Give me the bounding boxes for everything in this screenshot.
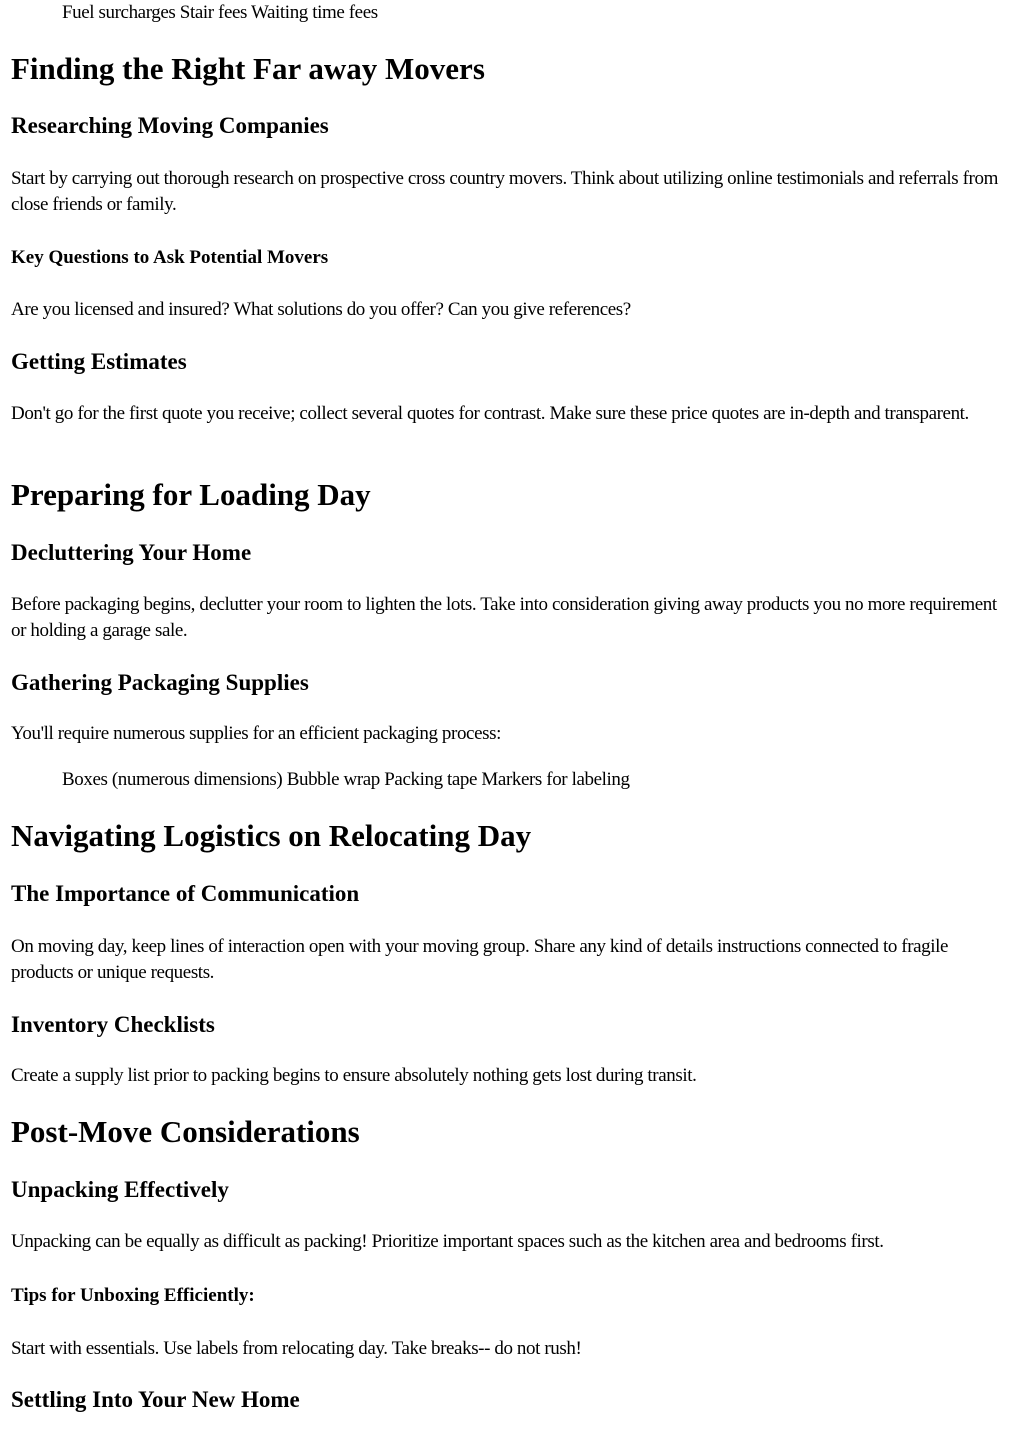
- subsection-key-questions: [11, 246, 1011, 270]
- paragraph-unpacking-block: [11, 1229, 1011, 1255]
- subsection-tips: [11, 1284, 1011, 1308]
- paragraph-key-questions-block: [11, 297, 1011, 323]
- heading-unpacking: Unpacking Effectively: [11, 1177, 229, 1202]
- subsection-communication: [11, 880, 1011, 908]
- subsection-supplies: [11, 669, 1011, 697]
- paragraph-unpacking: Unpacking can be equally as difficult as packing! Prioritize important spaces such as the kitchen area and bedrooms first.: [11, 1231, 884, 1252]
- subsection-researching: [11, 112, 1011, 140]
- paragraph-tips: Start with essentials. Use labels from relocating day. Take breaks-- do not rush!: [11, 1338, 582, 1359]
- heading-supplies: Gathering Packaging Supplies: [11, 670, 309, 695]
- subsection-decluttering: [11, 539, 1011, 567]
- heading-communication: The Importance of Communication: [11, 881, 360, 906]
- subsection-unpacking: [11, 1176, 1011, 1204]
- section-post-move: [11, 1114, 1011, 1150]
- heading-post-move: Post-Move Considerations: [11, 1114, 360, 1149]
- paragraph-decluttering: Before packaging begins, declutter your room to lighten the lots. Take into consideration giving away products you no more requirement or holding a garage sale.: [11, 594, 997, 641]
- section-navigating: [11, 818, 1011, 854]
- subsection-estimates: [11, 348, 1011, 376]
- paragraph-researching-block: [11, 166, 1011, 218]
- paragraph-supplies-block: [11, 721, 1011, 747]
- heading-tips: Tips for Unboxing Efficiently:: [11, 1285, 255, 1306]
- heading-estimates: Getting Estimates: [11, 349, 187, 374]
- paragraph-researching: Start by carrying out thorough research on prospective cross country movers. Think about utilizing online testimonials and referrals from close friends or family.: [11, 168, 998, 215]
- paragraph-tips-block: [11, 1336, 1011, 1362]
- heading-inventory: Inventory Checklists: [11, 1012, 215, 1037]
- section-preparing: [11, 477, 1011, 513]
- subsection-settling: [11, 1386, 1011, 1414]
- paragraph-inventory: Create a supply list prior to packing begins to ensure absolutely nothing gets lost during transit.: [11, 1065, 697, 1086]
- supplies-list: [11, 767, 1011, 793]
- heading-preparing: Preparing for Loading Day: [11, 477, 371, 512]
- paragraph-communication: On moving day, keep lines of interaction open with your moving group. Share any kind of details instructions connected to fragile products or unique requests.: [11, 936, 949, 983]
- paragraph-estimates: Don't go for the first quote you receive; collect several quotes for contrast. Make sure these price quotes are in-depth and transparent.: [11, 403, 969, 424]
- heading-navigating: Navigating Logistics on Relocating Day: [11, 818, 532, 853]
- heading-researching: Researching Moving Companies: [11, 113, 329, 138]
- paragraph-inventory-block: [11, 1063, 1011, 1089]
- heading-decluttering: Decluttering Your Home: [11, 540, 252, 565]
- heading-finding-movers: Finding the Right Far away Movers: [11, 51, 485, 86]
- paragraph-key-questions: Are you licensed and insured? What solutions do you offer? Can you give references?: [11, 299, 631, 320]
- heading-key-questions: Key Questions to Ask Potential Movers: [11, 247, 329, 268]
- heading-settling: Settling Into Your New Home: [11, 1387, 300, 1412]
- paragraph-communication-block: [11, 934, 1011, 986]
- paragraph-supplies: You'll require numerous supplies for an efficient packaging process:: [11, 723, 501, 744]
- paragraph-estimates-block: [11, 401, 1011, 427]
- paragraph-decluttering-block: [11, 592, 1011, 644]
- subsection-inventory: [11, 1011, 1011, 1039]
- section-finding-movers: [11, 51, 1011, 87]
- intro-fee-list-text: Fuel surcharges Stair fees Waiting time fees: [62, 2, 378, 23]
- intro-fee-list: [11, 0, 1011, 26]
- supplies-list-text: Boxes (numerous dimensions) Bubble wrap Packing tape Markers for labeling: [62, 769, 630, 790]
